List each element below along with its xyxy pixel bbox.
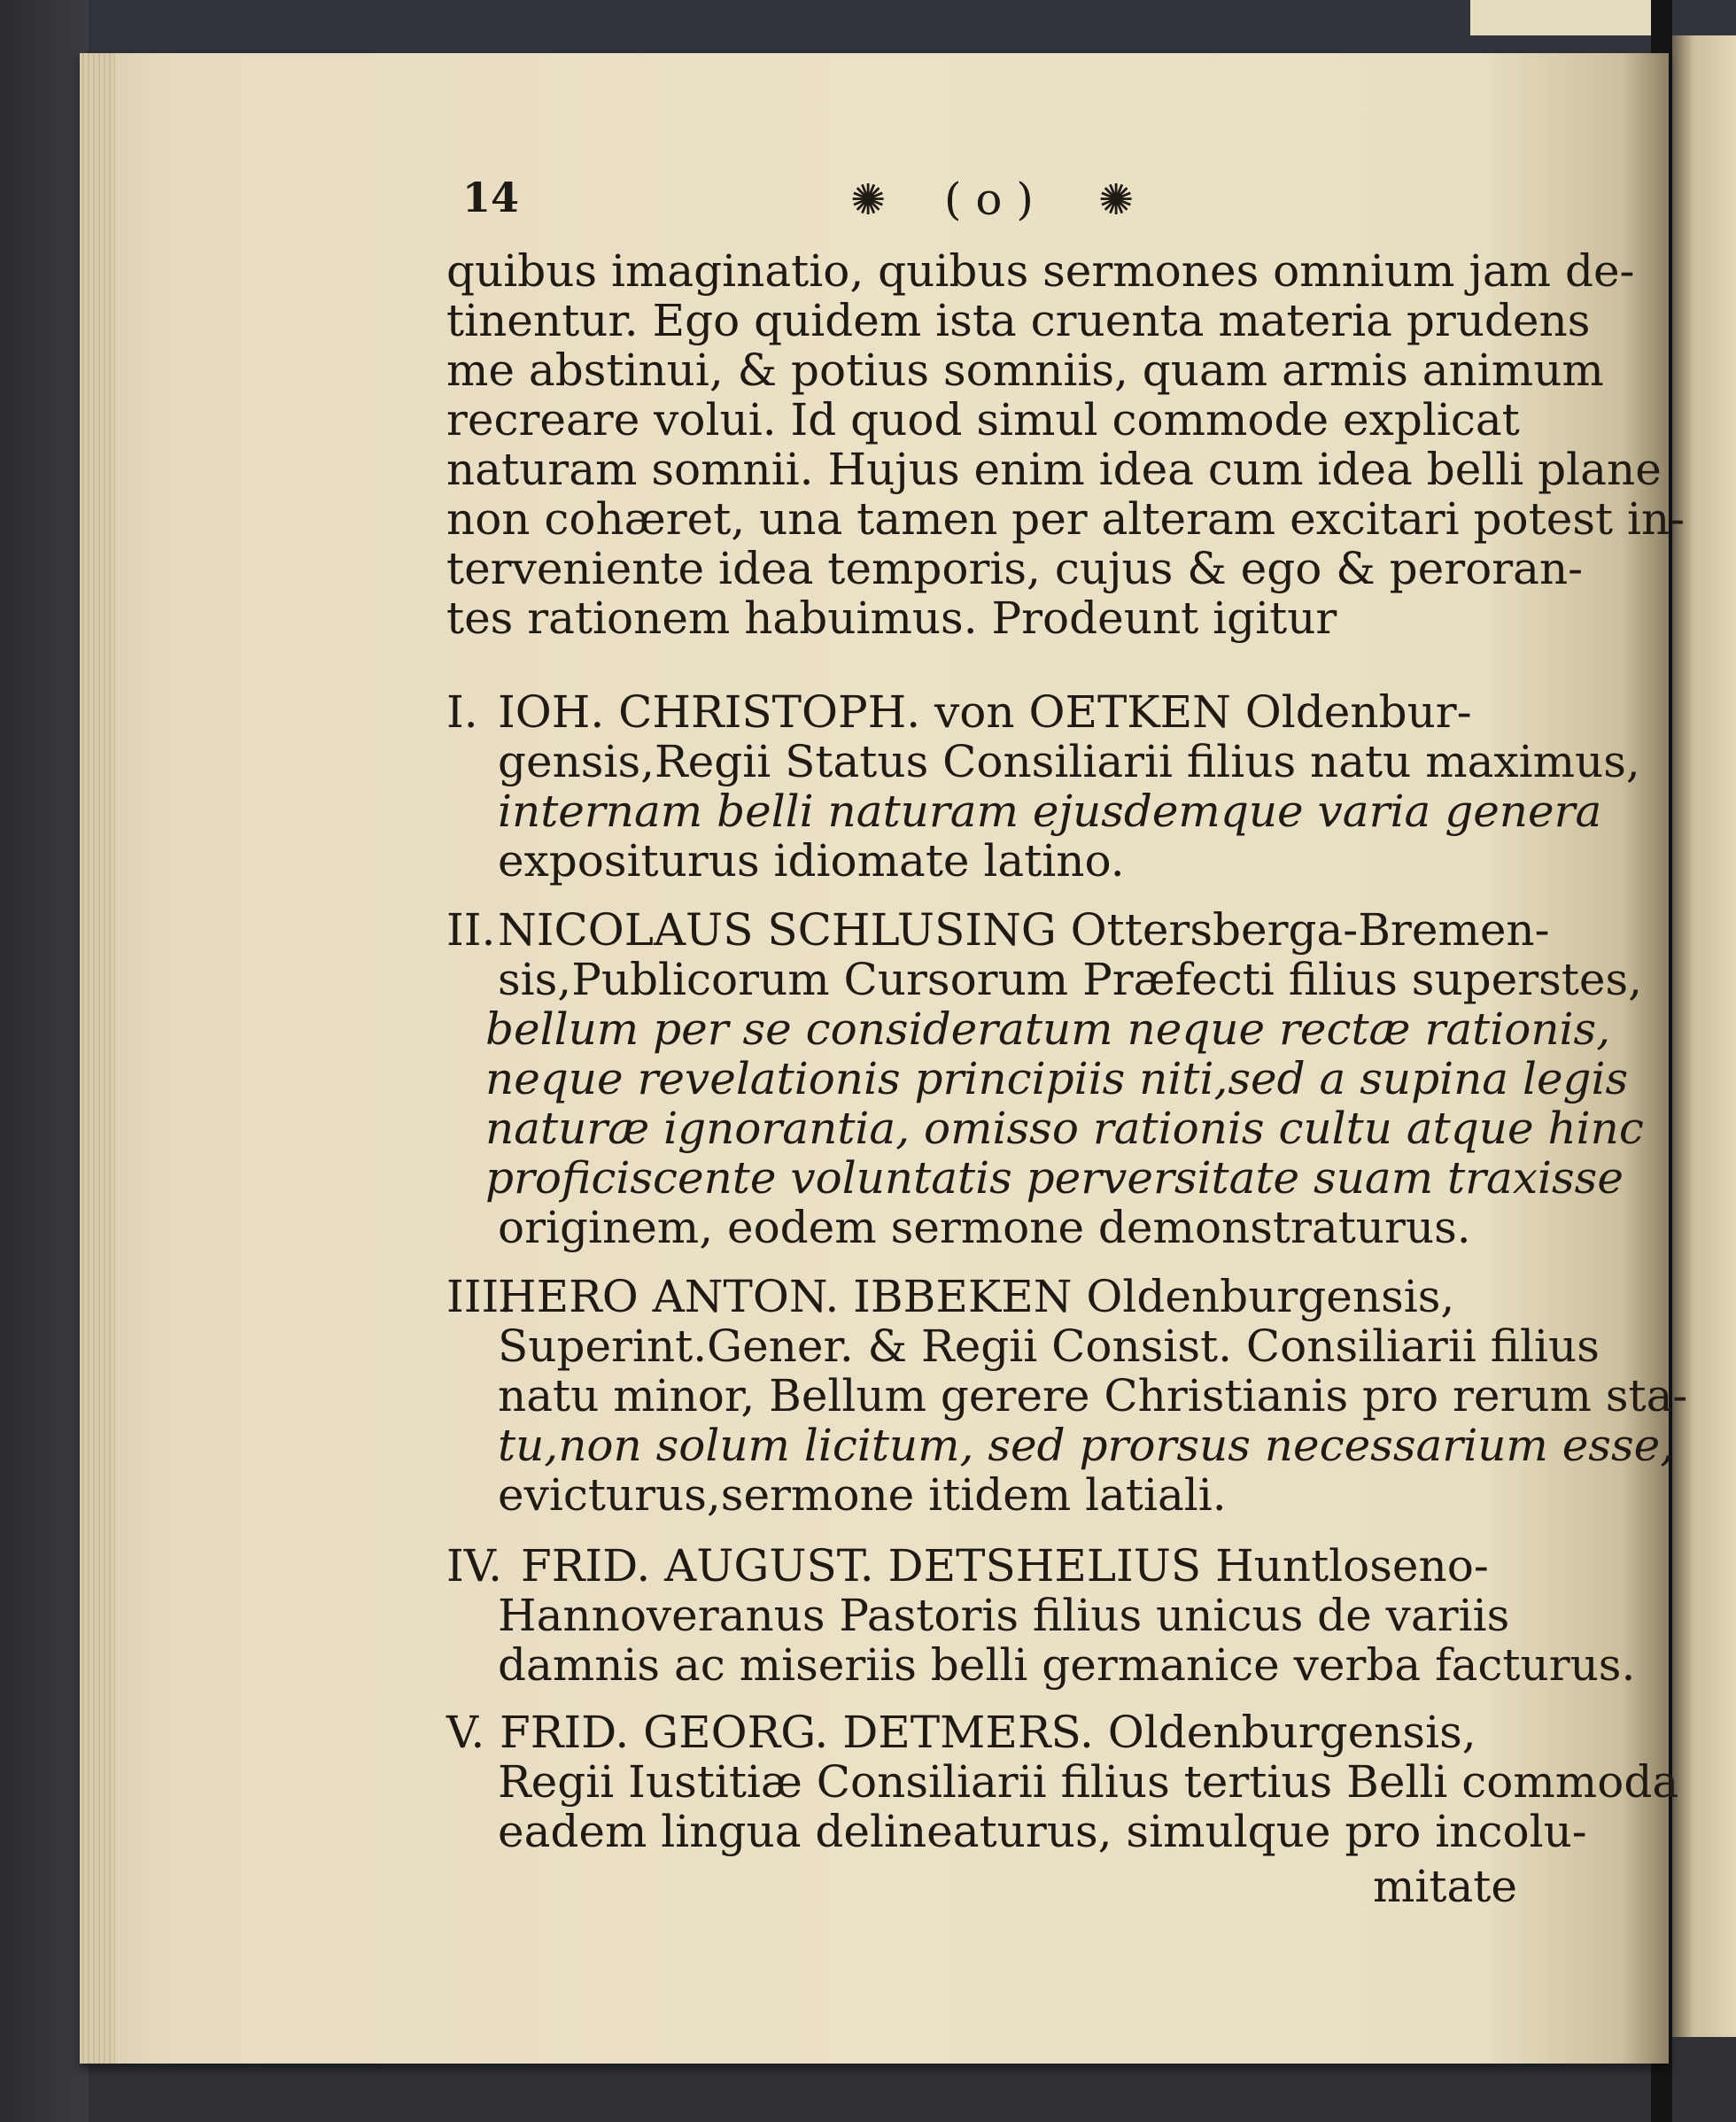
entry-line: bellum per se consideratum neque rectæ rationis,: [485, 1003, 1611, 1055]
entry-number: III.: [446, 1271, 514, 1322]
intro-line: tes rationem habuimus. Prodeunt igitur: [446, 592, 1337, 644]
entry-line: sis,Publicorum Cursorum Præfecti filius superstes,: [498, 954, 1643, 1005]
page-header: [443, 174, 1151, 236]
entry-number: V.: [446, 1707, 485, 1758]
background-left: [0, 0, 89, 2122]
ornament-flower-icon: ✺: [1098, 175, 1135, 225]
entry-line: neque revelationis principiis niti,sed a supina legis: [485, 1053, 1629, 1104]
entry-line: proficiscente voluntatis perversitate suam traxisse: [485, 1152, 1624, 1204]
intro-line: naturam somnii. Hujus enim idea cum idea belli plane: [446, 444, 1662, 495]
entry-line: gensis,Regii Status Consiliarii filius natu maximus,: [498, 736, 1640, 787]
entry-number: IV.: [446, 1540, 503, 1592]
catchword: mitate: [1373, 1861, 1517, 1912]
entry-line: HERO ANTON. IBBEKEN Oldenburgensis,: [498, 1271, 1455, 1322]
entry-line: internam belli naturam ejusdemque varia genera: [498, 786, 1602, 837]
entry-number: I.: [446, 686, 478, 738]
entry-line: NICOLAUS SCHLUSING Ottersberga-Bremen-: [498, 904, 1550, 956]
page-stack-edge: [80, 53, 115, 2064]
entry-line: naturæ ignorantia, omisso rationis cultu atque hinc: [485, 1103, 1644, 1154]
header-mark: ( o ): [944, 174, 1034, 225]
entry-line: natu minor, Bellum gerere Christianis pro rerum sta-: [498, 1370, 1688, 1421]
ornament-flower-icon: ✺: [850, 175, 887, 225]
entry-line: IOH. CHRISTOPH. von OETKEN Oldenbur-: [498, 686, 1472, 738]
intro-line: non cohæret, una tamen per alteram excitari potest in-: [446, 493, 1686, 545]
entry-line: tu,non solum licitum, sed prorsus necessarium esse,: [498, 1420, 1675, 1471]
intro-line: recreare volui. Id quod simul commode explicat: [446, 394, 1520, 445]
intro-line: tinentur. Ego quidem ista cruenta materia prudens: [446, 295, 1591, 346]
entry-line: evicturus,sermone itidem latiali.: [498, 1469, 1227, 1521]
next-page-edge: [1665, 35, 1736, 2037]
entry-number: II.: [446, 904, 496, 956]
intro-line: quibus imaginatio, quibus sermones omnium jam de-: [446, 245, 1635, 297]
intro-line: me abstinui, & potius somniis, quam armis animum: [446, 345, 1604, 396]
entry-line: Superint.Gener. & Regii Consist. Consiliarii filius: [498, 1320, 1600, 1372]
entry-line: eadem lingua delineaturus, simulque pro incolu-: [498, 1806, 1587, 1857]
page-number: 14: [462, 174, 520, 221]
entry-line: FRID. GEORG. DETMERS. Oldenburgensis,: [500, 1707, 1476, 1758]
entry-line: damnis ac miseriis belli germanice verba facturus.: [498, 1639, 1636, 1691]
next-page-corner: [1470, 0, 1665, 35]
intro-line: terveniente idea temporis, cujus & ego & peroran-: [446, 543, 1584, 594]
entry-line: originem, eodem sermone demonstraturus.: [498, 1202, 1471, 1253]
entry-line: Regii Iustitiæ Consiliarii filius tertius Belli commoda: [498, 1756, 1679, 1808]
entry-line: Hannoveranus Pastoris filius unicus de variis: [498, 1590, 1510, 1641]
entry-line: expositurus idiomate latino.: [498, 835, 1125, 887]
entry-line: FRID. AUGUST. DETSHELIUS Huntloseno-: [521, 1540, 1489, 1592]
